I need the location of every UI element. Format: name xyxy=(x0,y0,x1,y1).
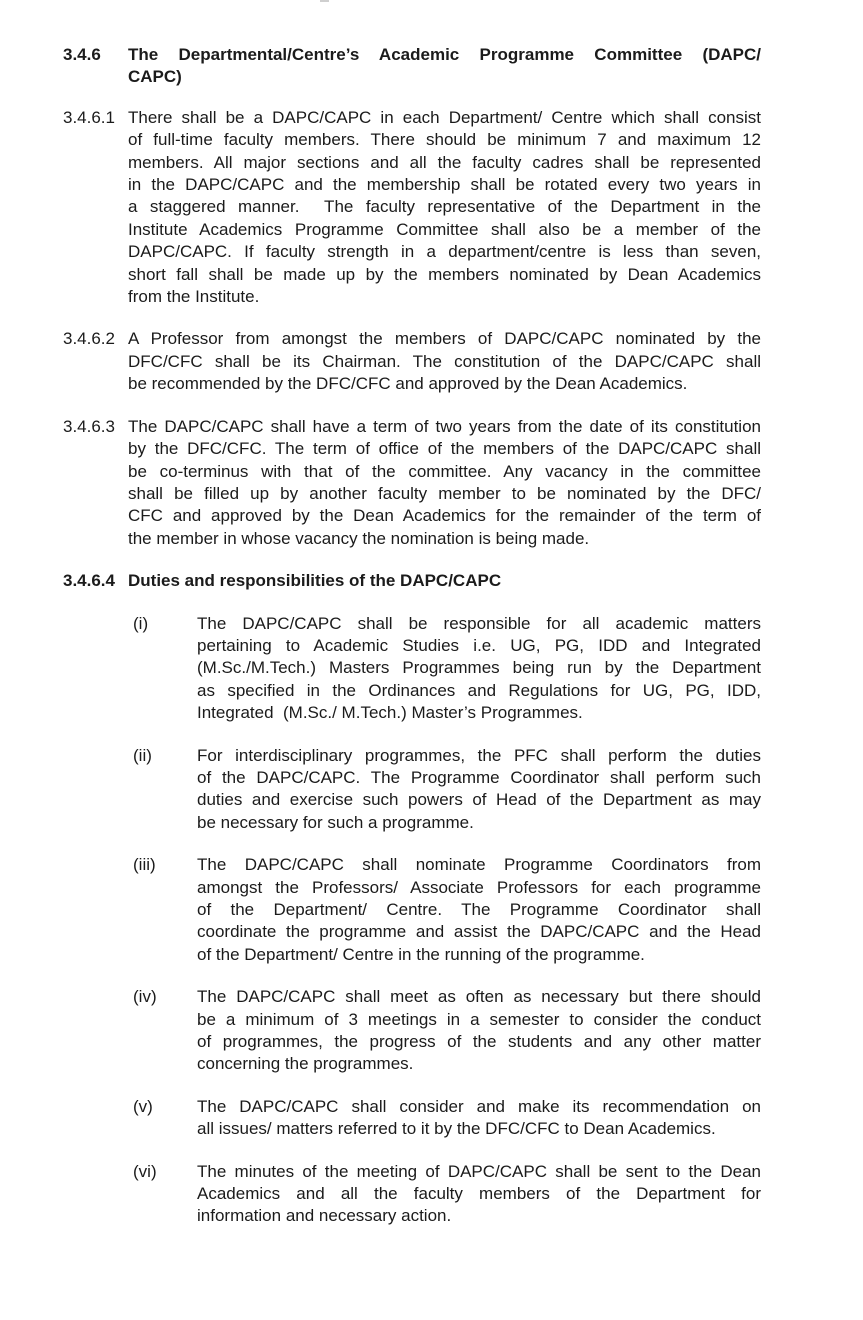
text-line: be co-terminus with that of the committee. Any vacancy in the committee xyxy=(128,461,761,481)
text-line: Institute Academics Programme Committee shall also be a member of the xyxy=(128,219,761,239)
text-line: be a minimum of 3 meetings in a semester to consider the conduct xyxy=(197,1009,761,1029)
section-paragraph xyxy=(63,328,761,395)
text-line: duties and exercise such powers of Head of the Department as may xyxy=(197,790,761,810)
section-paragraph xyxy=(63,416,761,550)
text-line: Duties and responsibilities of the DAPC/CAPC xyxy=(128,571,502,591)
text-line: For interdisciplinary programmes, the PFC shall perform the duties xyxy=(197,745,761,765)
document-content xyxy=(63,44,761,1248)
text-line: (M.Sc./M.Tech.) Masters Programmes being run by the Department xyxy=(197,658,761,678)
section-subheading xyxy=(63,570,761,592)
text-line: information and necessary action. xyxy=(197,1206,452,1226)
block-text xyxy=(128,107,761,309)
block-text xyxy=(197,1161,761,1228)
text-line: The minutes of the meeting of DAPC/CAPC shall be sent to the Dean xyxy=(197,1161,761,1181)
text-line: A Professor from amongst the members of DAPC/CAPC nominated by the xyxy=(128,329,761,349)
text-line: of the Department/ Centre. The Programme Coordinator shall xyxy=(197,900,761,919)
text-line: DAPC/CAPC. If faculty strength in a department/centre is less than seven, xyxy=(128,242,761,262)
list-marker: (ii) xyxy=(133,745,152,765)
block-text xyxy=(128,416,761,550)
block-text xyxy=(197,1096,761,1141)
block-text xyxy=(197,854,761,966)
list-marker: (v) xyxy=(133,1096,153,1116)
text-line: Integrated (M.Sc./ M.Tech.) Master’s Programmes. xyxy=(197,703,583,723)
text-line: The DAPC/CAPC shall consider and make its recommendation on xyxy=(197,1096,761,1116)
text-line: of full-time faculty members. There should be minimum 7 and maximum 12 xyxy=(128,130,761,150)
section-number: 3.4.6.2 xyxy=(63,329,115,349)
text-line: pertaining to Academic Studies i.e. UG, PG, IDD and Integrated xyxy=(197,635,761,655)
text-line: CAPC) xyxy=(128,67,182,87)
text-line: amongst the Professors/ Associate Professors for each programme xyxy=(197,877,761,897)
text-line: be recommended by the DFC/CFC and approved by the Dean Academics. xyxy=(128,374,688,394)
section-paragraph xyxy=(63,107,761,309)
text-line: The DAPC/CAPC shall nominate Programme Coordinators from xyxy=(197,855,761,875)
text-line: CFC and approved by the Dean Academics for the remainder of the term of xyxy=(128,506,761,526)
text-line: shall be filled up by another faculty member to be nominated by the DFC/ xyxy=(128,483,761,503)
page-edge-artifact xyxy=(320,0,329,2)
text-line: coordinate the programme and assist the DAPC/CAPC and the Head xyxy=(197,922,761,942)
duty-list-item xyxy=(133,1096,761,1141)
section-number: 3.4.6.4 xyxy=(63,571,115,591)
text-line: as specified in the Ordinances and Regulations for UG, PG, IDD, xyxy=(197,680,761,700)
text-line: of programmes, the progress of the students and any other matter xyxy=(197,1032,761,1052)
list-marker: (i) xyxy=(133,613,149,633)
text-line: The Departmental/Centre’s Academic Programme Committee (DAPC/ xyxy=(128,45,761,64)
section-number: 3.4.6.3 xyxy=(63,416,115,436)
section-number: 3.4.6 xyxy=(63,45,101,64)
text-line: The DAPC/CAPC shall have a term of two years from the date of its constitution xyxy=(128,416,761,436)
block-text xyxy=(197,745,761,835)
block-text xyxy=(128,44,761,89)
text-line: members. All major sections and all the faculty cadres shall be represented xyxy=(128,152,761,172)
text-line: short fall shall be made up by the members nominated by Dean Academics xyxy=(128,264,761,284)
block-text xyxy=(197,613,761,725)
text-line: The DAPC/CAPC shall meet as often as necessary but there should xyxy=(197,987,761,1007)
duty-list-item xyxy=(133,613,761,725)
duty-list-item xyxy=(133,745,761,835)
list-marker: (vi) xyxy=(133,1161,157,1181)
text-line: by the DFC/CFC. The term of office of the members of the DAPC/CAPC shall xyxy=(128,439,761,459)
list-marker: (iii) xyxy=(133,855,156,875)
block-text xyxy=(128,328,761,395)
text-line: concerning the programmes. xyxy=(197,1054,414,1074)
text-line: Academics and all the faculty members of the Department for xyxy=(197,1184,761,1204)
text-line: all issues/ matters referred to it by the DFC/CFC to Dean Academics. xyxy=(197,1119,716,1139)
duty-list-item xyxy=(133,854,761,966)
block-text xyxy=(197,986,761,1076)
text-line: of the Department/ Centre in the running of the programme. xyxy=(197,944,645,964)
block-text xyxy=(128,570,761,592)
duty-list-item xyxy=(133,986,761,1076)
text-line: There shall be a DAPC/CAPC in each Department/ Centre which shall consist xyxy=(128,107,761,127)
list-marker: (iv) xyxy=(133,987,157,1007)
duty-list-item xyxy=(133,1161,761,1228)
text-line: of the DAPC/CAPC. The Programme Coordinator shall perform such xyxy=(197,767,761,787)
text-line: The DAPC/CAPC shall be responsible for all academic matters xyxy=(197,613,761,633)
section-number: 3.4.6.1 xyxy=(63,107,115,127)
text-line: a staggered manner. The faculty representative of the Department in the xyxy=(128,197,761,217)
text-line: in the DAPC/CAPC and the membership shall be rotated every two years in xyxy=(128,175,761,195)
section-heading xyxy=(63,44,761,89)
text-line: DFC/CFC shall be its Chairman. The constitution of the DAPC/CAPC shall xyxy=(128,351,761,371)
text-line: the member in whose vacancy the nomination is being made. xyxy=(128,528,590,548)
text-line: be necessary for such a programme. xyxy=(197,812,474,832)
text-line: from the Institute. xyxy=(128,287,260,307)
